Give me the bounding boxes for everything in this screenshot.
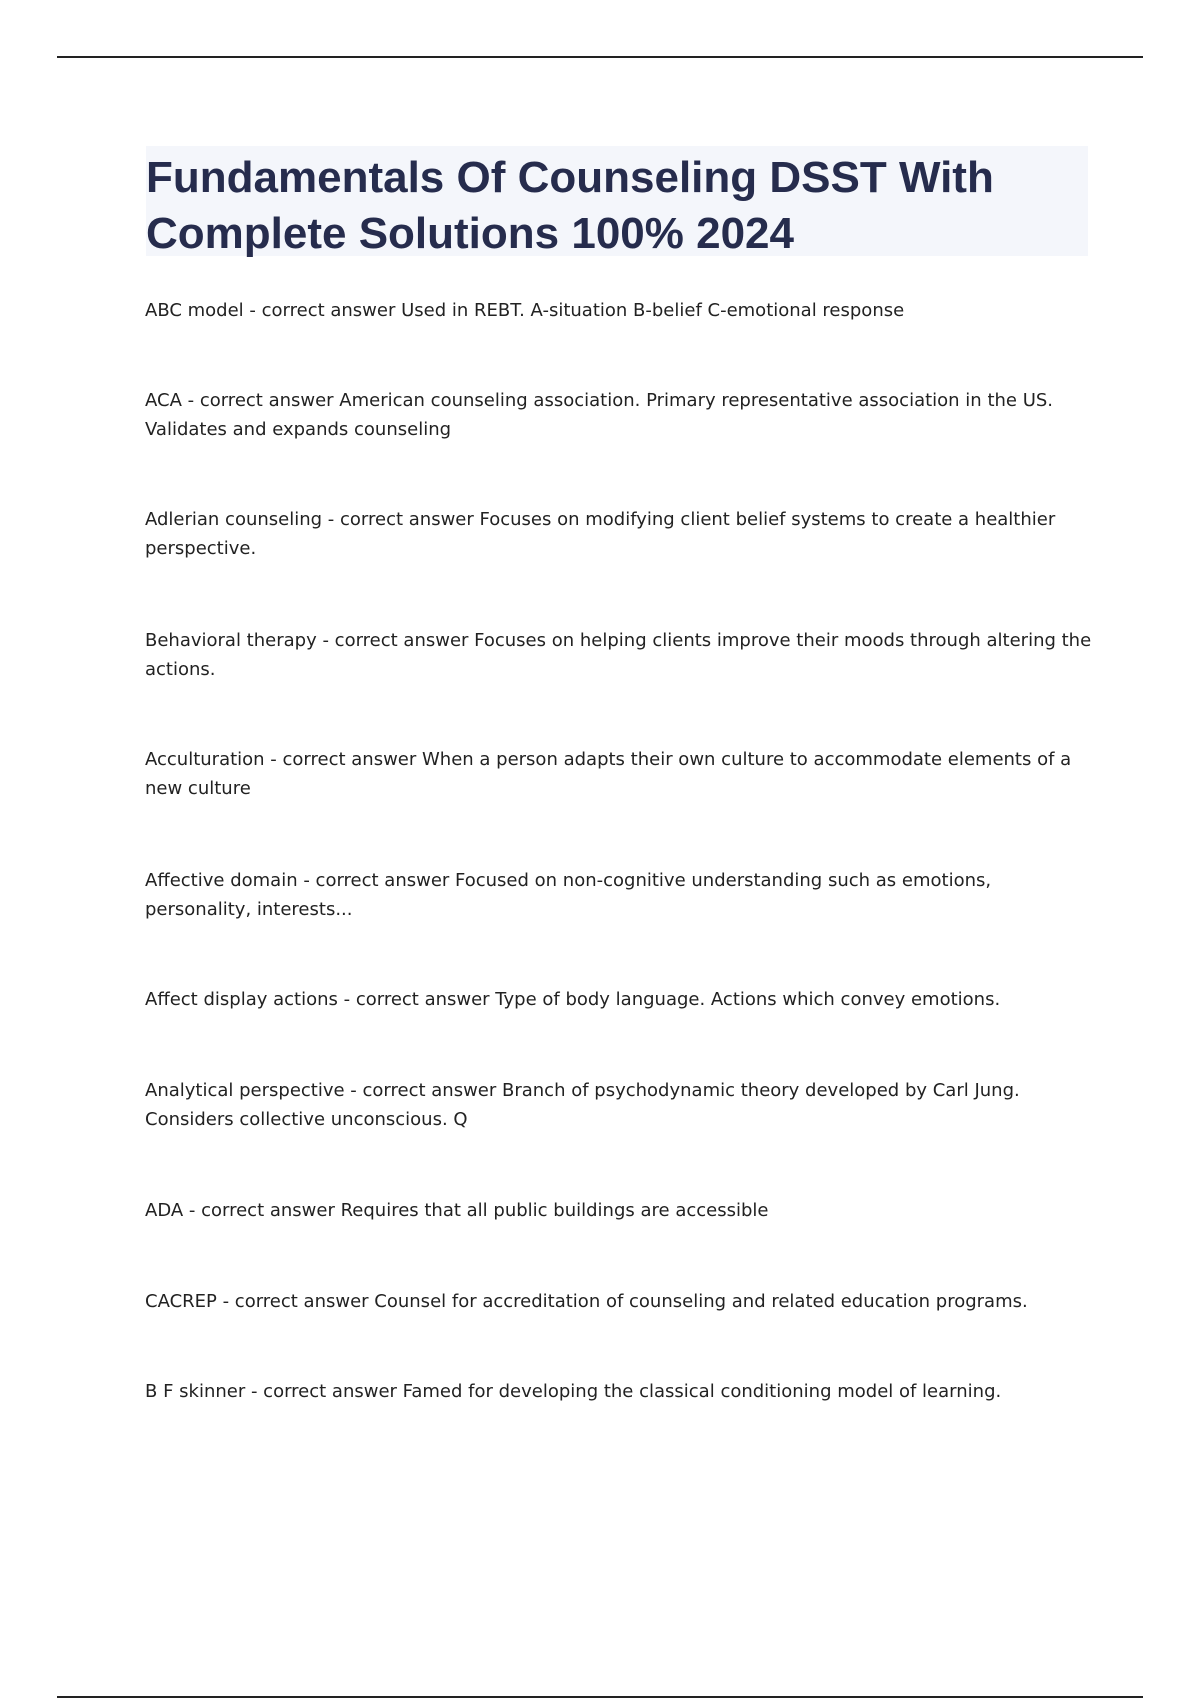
entry-behavioral-therapy: Behavioral therapy - correct answer Focuses on helping clients improve their moods through altering the actions. [145,630,1092,680]
entry-analytical-perspective: Analytical perspective - correct answer Branch of psychodynamic theory developed by Carl Jung. Considers collective unconscious. Q [145,1080,1020,1130]
entry-affective-domain: Affective domain - correct answer Focused on non-cognitive understanding such as emotions, personality, interests... [145,870,992,920]
entry-acculturation: Acculturation - correct answer When a person adapts their own culture to accommodate elements of a new culture [145,749,1072,799]
entry-adlerian-counseling: Adlerian counseling - correct answer Focuses on modifying client belief systems to create a healthier perspective. [145,509,1056,559]
title-banner [146,146,1088,256]
entry-abc-model: ABC model - correct answer Used in REBT. A-situation B-belief C-emotional response [145,300,905,321]
entry-ada: ADA - correct answer Requires that all public buildings are accessible [145,1200,769,1221]
entry-cacrep: CACREP - correct answer Counsel for accreditation of counseling and related education programs. [145,1291,1028,1312]
entry-bf-skinner: B F skinner - correct answer Famed for developing the classical conditioning model of learning. [145,1381,1002,1402]
bottom-rule [57,1696,1143,1698]
document-title: Fundamentals Of Counseling DSST With Complete Solutions 100% 2024 [146,153,994,258]
top-rule [57,56,1143,58]
entry-affect-display-actions: Affect display actions - correct answer Type of body language. Actions which convey emotions. [145,989,1001,1010]
entry-aca: ACA - correct answer American counseling association. Primary representative association in the US. Validates and expands counseling [145,390,1054,440]
